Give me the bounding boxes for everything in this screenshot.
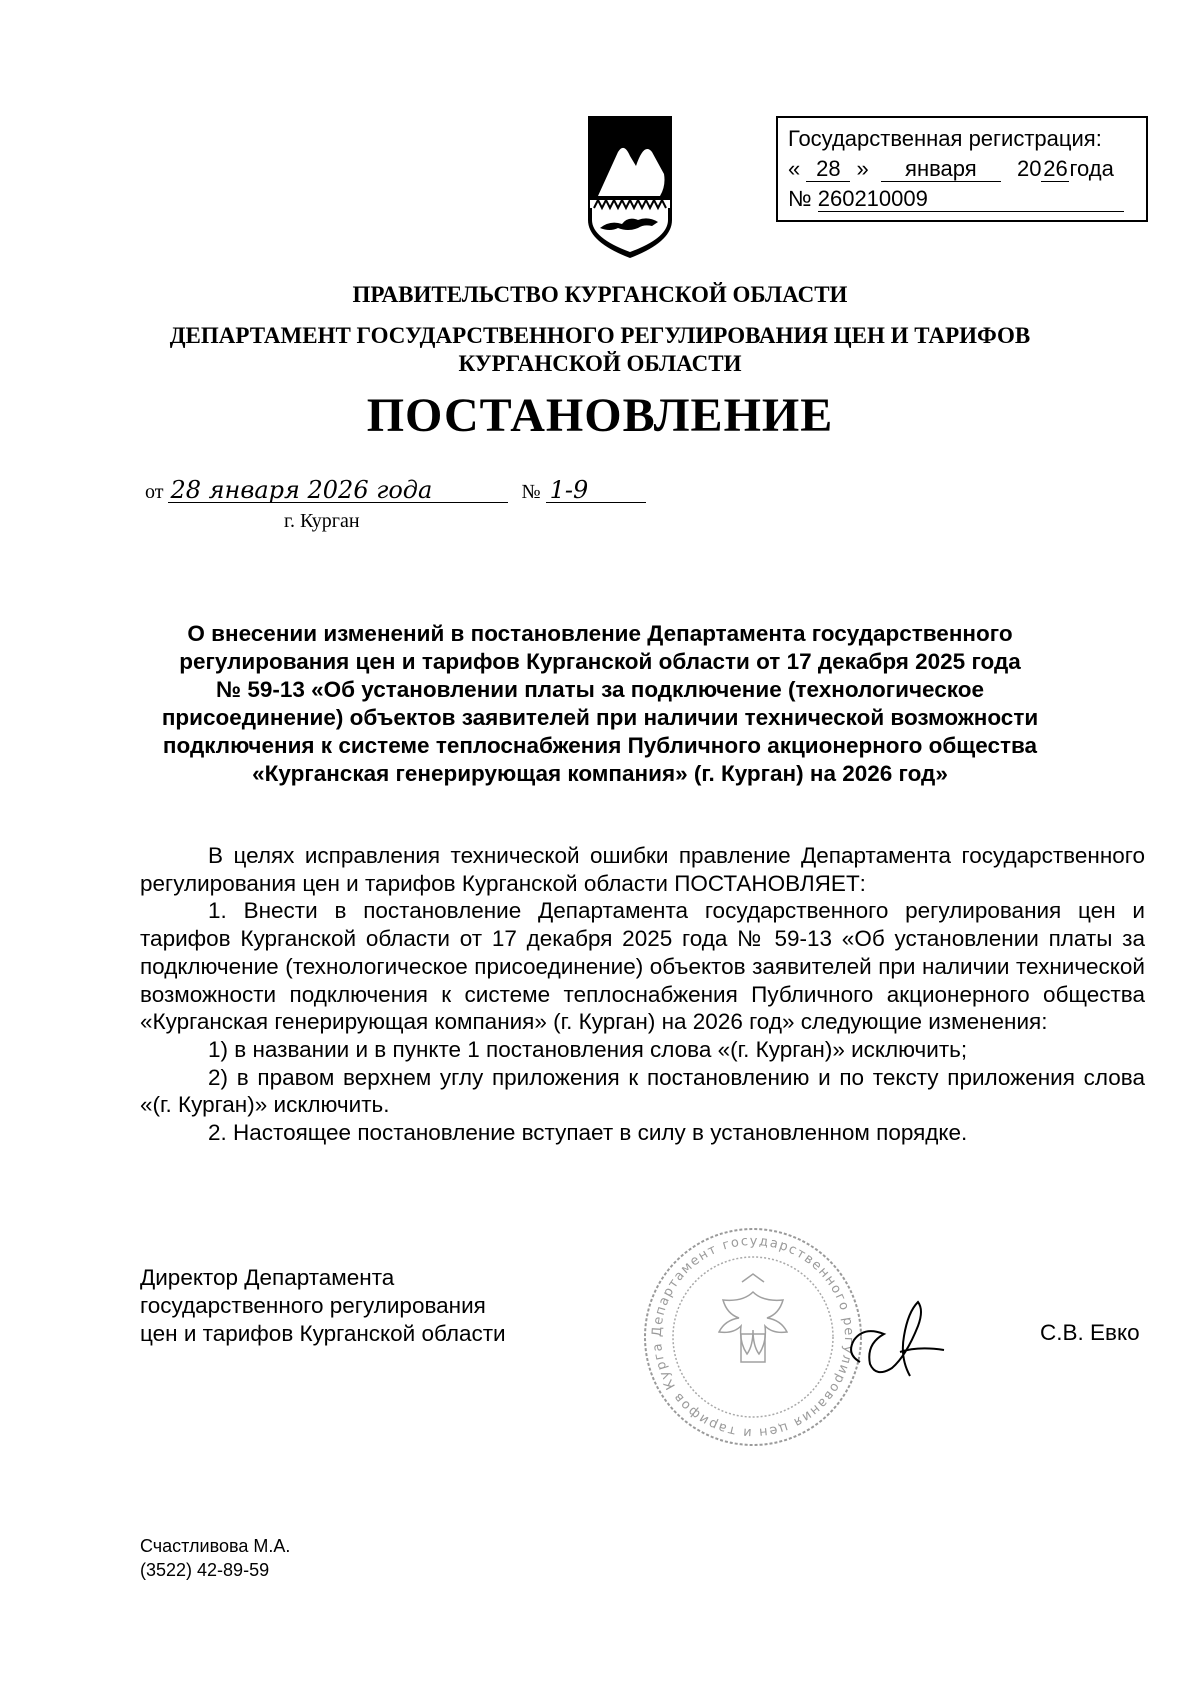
registration-year-prefix: 20 bbox=[1017, 156, 1042, 181]
document-subject bbox=[140, 620, 1060, 788]
official-stamp bbox=[638, 1222, 868, 1452]
contact-info bbox=[140, 1534, 290, 1582]
subject-line: подключения к системе теплоснабжения Публичного акционерного общества bbox=[162, 733, 1038, 758]
registration-box bbox=[776, 116, 1148, 222]
body-paragraph-subitem-2: 2) в правом верхнем углу приложения к постановлению и по тексту приложения слова «(г. Курган)» исключить. bbox=[140, 1064, 1145, 1118]
subject-line: регулирования цен и тарифов Курганской области от 17 декабря 2025 года bbox=[179, 649, 1021, 674]
signatory-position-line: государственного регулирования bbox=[140, 1293, 486, 1318]
date-number-label: № bbox=[521, 481, 541, 503]
svg-text:Департамент государственного р: Департамент государственного регулирования цен и тарифов Курга bbox=[649, 1233, 857, 1441]
body-paragraph-item-2: 2. Настоящее постановление вступает в силу в установленном порядке. bbox=[208, 1120, 968, 1146]
registration-title: Государственная регистрация: bbox=[788, 126, 1102, 151]
date-line bbox=[145, 478, 665, 512]
registration-year-suffix: 26 bbox=[1043, 156, 1068, 181]
department-line-2: КУРГАНСКОЙ ОБЛАСТИ bbox=[458, 351, 742, 376]
registration-number: 260210009 bbox=[818, 187, 1124, 212]
contact-name: Счастливова М.А. bbox=[140, 1536, 291, 1556]
registration-number-prefix: № bbox=[788, 186, 812, 211]
government-title: ПРАВИТЕЛЬСТВО КУРГАНСКОЙ ОБЛАСТИ bbox=[352, 282, 848, 307]
date-handwritten: 28 января 2026 года bbox=[168, 478, 508, 503]
registration-date bbox=[788, 154, 1146, 184]
registration-day: 28 bbox=[806, 157, 850, 182]
registration-day-open: « bbox=[788, 156, 801, 181]
city-label: г. Курган bbox=[284, 510, 360, 532]
registration-year-word: года bbox=[1069, 156, 1114, 181]
department-title bbox=[0, 322, 1200, 378]
body-paragraph-preamble: В целях исправления технической ошибки правление Департамента государственного регулирования цен и тарифов Курганской области ПОСТАНОВЛЯЕТ: bbox=[140, 843, 1145, 896]
registration-day-close: » bbox=[856, 156, 869, 181]
subject-line: «Курганская генерирующая компания» (г. Курган) на 2026 год» bbox=[252, 761, 948, 786]
body-paragraph-subitem-1: 1) в названии и в пункте 1 постановления слова «(г. Курган)» исключить; bbox=[208, 1036, 968, 1062]
signatory-position bbox=[140, 1264, 506, 1348]
handwritten-signature bbox=[840, 1290, 960, 1390]
signatory-name: С.В. Евко bbox=[1040, 1320, 1140, 1345]
subject-line: присоединение) объектов заявителей при наличии технической возможности bbox=[161, 705, 1039, 730]
coat-of-arms-emblem bbox=[582, 112, 678, 262]
registration-number-line bbox=[788, 184, 1146, 214]
department-line-1: ДЕПАРТАМЕНТ ГОСУДАРСТВЕННОГО РЕГУЛИРОВАНИЯ ЦЕН И ТАРИФОВ bbox=[169, 323, 1031, 348]
signatory-position-line: цен и тарифов Курганской области bbox=[140, 1321, 506, 1346]
contact-phone: (3522) 42-89-59 bbox=[140, 1560, 270, 1580]
document-type: ПОСТАНОВЛЕНИЕ bbox=[366, 389, 834, 442]
subject-line: О внесении изменений в постановление Департамента государственного bbox=[187, 621, 1013, 646]
subject-line: № 59-13 «Об установлении платы за подключение (технологическое bbox=[216, 677, 984, 702]
body-paragraph-item-1: 1. Внести в постановление Департамента государственного регулирования цен и тарифов Курганской области от 17 декабря 2025 года № 59-13 «Об установлении платы за подключение (технологическое присоединение) объектов заявителей при наличии технической возможности подключения к системе теплоснабжения Публичного акционерного общества «Курганская генерирующая компания» (г. Курган) на 2026 год» следующие изменения: bbox=[140, 898, 1145, 1035]
registration-month: января bbox=[881, 157, 1001, 182]
signatory-position-line: Директор Департамента bbox=[140, 1265, 395, 1290]
document-body bbox=[140, 842, 1145, 1147]
date-from-label: от bbox=[145, 481, 164, 503]
document-number-handwritten: 1-9 bbox=[546, 478, 646, 503]
